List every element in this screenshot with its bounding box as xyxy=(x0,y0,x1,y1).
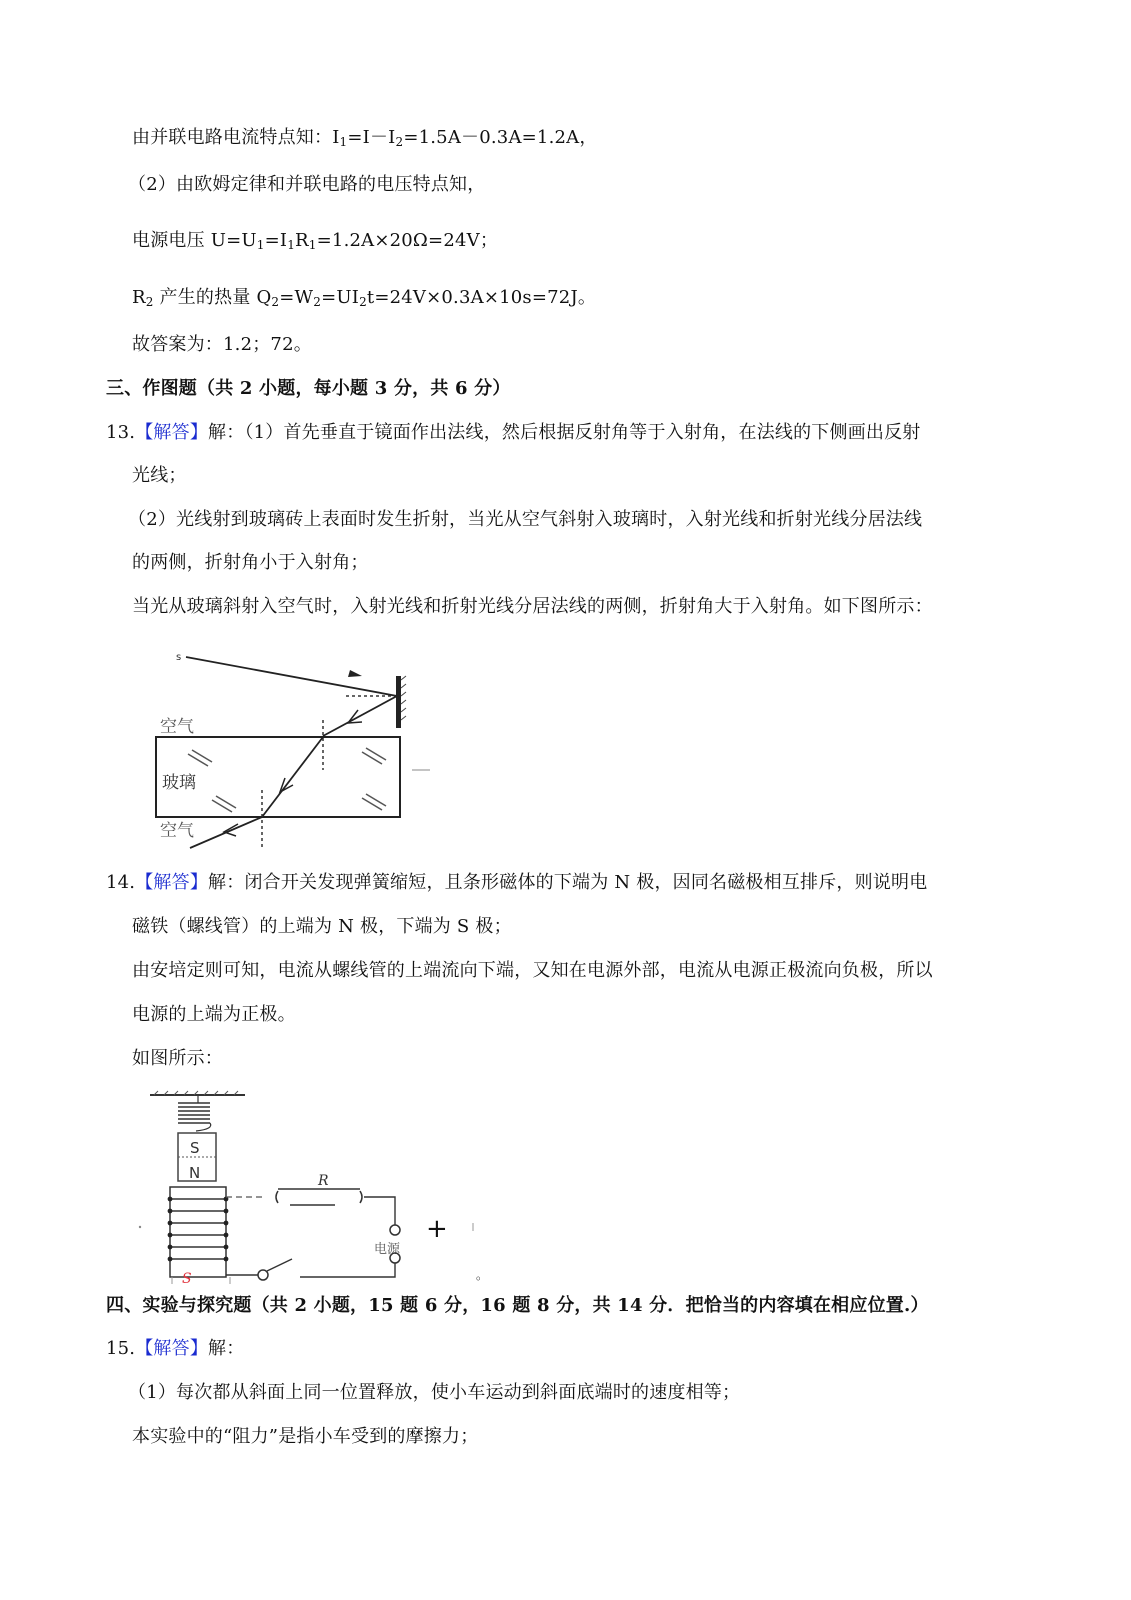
eq-part: =I xyxy=(264,230,288,251)
question-number: 13. xyxy=(106,422,136,443)
switch-icon xyxy=(258,1270,268,1280)
q14-line-4: 电源的上端为正极。 xyxy=(132,1004,296,1025)
subscript: 2 xyxy=(359,295,367,309)
eq-part: R xyxy=(132,287,146,308)
q13-line-2: 光线； xyxy=(132,465,187,486)
subscript: 1 xyxy=(308,238,317,252)
q14-line-3: 由安培定则可知，电流从螺线管的上端流向下端，又知在电源外部，电流从电源正极流向负极，所以 xyxy=(132,960,933,981)
eq-part: I xyxy=(332,127,340,148)
text-line-parallel-current xyxy=(132,125,598,151)
subscript: 1 xyxy=(256,238,265,252)
q14-line-1 xyxy=(106,870,927,896)
text: 解：（1）首先垂直于镜面作出法线，然后根据反射角等于入射角，在法线的下侧画出反射 xyxy=(208,422,921,443)
text-prefix: 由并联电路电流特点知： xyxy=(132,127,333,148)
subscript: 2 xyxy=(395,135,404,149)
q13-line-4: 的两侧，折射角小于入射角； xyxy=(132,552,369,573)
subscript: 2 xyxy=(271,295,280,309)
eq-part: =1.2A×20Ω=24V； xyxy=(316,230,499,251)
text-line-source-voltage xyxy=(132,228,498,254)
answer-tag: 【解答】 xyxy=(135,1338,209,1359)
circuit-diagram-svg xyxy=(130,1085,490,1285)
eq-part: 电源电压 U=U xyxy=(132,230,257,251)
q13-line-5: 当光从玻璃斜射入空气时，入射光线和折射光线分居法线的两侧，折射角大于入射角。如下图所示： xyxy=(132,596,933,617)
resistor-label: R xyxy=(318,1173,329,1189)
mirror-icon xyxy=(396,676,401,728)
optics-diagram-svg xyxy=(140,630,440,850)
text-line-heat xyxy=(132,285,596,311)
circuit-figure xyxy=(130,1085,490,1285)
label-air-top: 空气 xyxy=(160,717,194,737)
magnet-pole-bottom: N xyxy=(189,1164,201,1182)
subscript: 2 xyxy=(145,295,154,309)
text: 解： xyxy=(208,1338,245,1359)
section-heading-drawing: 三、作图题（共 2 小题，每小题 3 分，共 6 分） xyxy=(106,378,511,399)
coil-pole-label: S xyxy=(182,1271,192,1285)
text-line-ohms-law: （2）由欧姆定律和并联电路的电压特点知， xyxy=(128,174,486,195)
answer-tag: 【解答】 xyxy=(135,872,209,893)
label-air-bottom: 空气 xyxy=(160,821,194,841)
eq-part: =W xyxy=(279,287,314,308)
question-number: 14. xyxy=(106,872,136,893)
text-line-answer: 故答案为：1.2；72。 xyxy=(132,334,312,355)
magnet-pole-top: S xyxy=(190,1139,200,1157)
q14-line-5: 如图所示： xyxy=(132,1048,223,1069)
optics-figure xyxy=(140,630,440,850)
q13-line-1 xyxy=(106,420,921,446)
figure-period: 。 xyxy=(476,1268,489,1282)
plus-sign: + xyxy=(426,1214,448,1244)
section-heading-experiment: 四、实验与探究题（共 2 小题，15 题 6 分，16 题 8 分，共 14 分．把恰当的内容填在相应位置.） xyxy=(106,1295,929,1316)
q15-line-1 xyxy=(106,1336,244,1362)
label-glass: 玻璃 xyxy=(162,773,196,793)
eq-part: R xyxy=(295,230,309,251)
q14-line-2: 磁铁（螺线管）的上端为 N 极，下端为 S 极； xyxy=(132,916,512,937)
q13-line-3: （2）光线射到玻璃砖上表面时发生折射，当光从空气斜射入玻璃时，入射光线和折射光线分居法线 xyxy=(128,509,923,530)
subscript: 1 xyxy=(339,135,348,149)
subscript: 2 xyxy=(313,295,322,309)
eq-part: =1.5A－0.3A=1.2A， xyxy=(403,127,598,148)
eq-part: =I－I xyxy=(347,127,396,148)
eq-part: 产生的热量 Q xyxy=(153,287,272,308)
answer-tag: 【解答】 xyxy=(135,422,209,443)
q15-line-2: （1）每次都从斜面上同一位置释放，使小车运动到斜面底端时的速度相等； xyxy=(128,1382,741,1403)
subscript: 1 xyxy=(287,238,296,252)
text: 解：闭合开关发现弹簧缩短，且条形磁体的下端为 N 极，因同名磁极相互排斥，则说明电 xyxy=(208,872,928,893)
label-s: s xyxy=(176,652,182,663)
source-label: 电源 xyxy=(374,1242,401,1257)
eq-part: t=24V×0.3A×10s=72J。 xyxy=(366,287,597,308)
source-terminal-positive xyxy=(390,1225,400,1235)
eq-part: =UI xyxy=(321,287,360,308)
question-number: 15. xyxy=(106,1338,136,1359)
q15-line-3: 本实验中的“阻力”是指小车受到的摩擦力； xyxy=(132,1426,479,1447)
